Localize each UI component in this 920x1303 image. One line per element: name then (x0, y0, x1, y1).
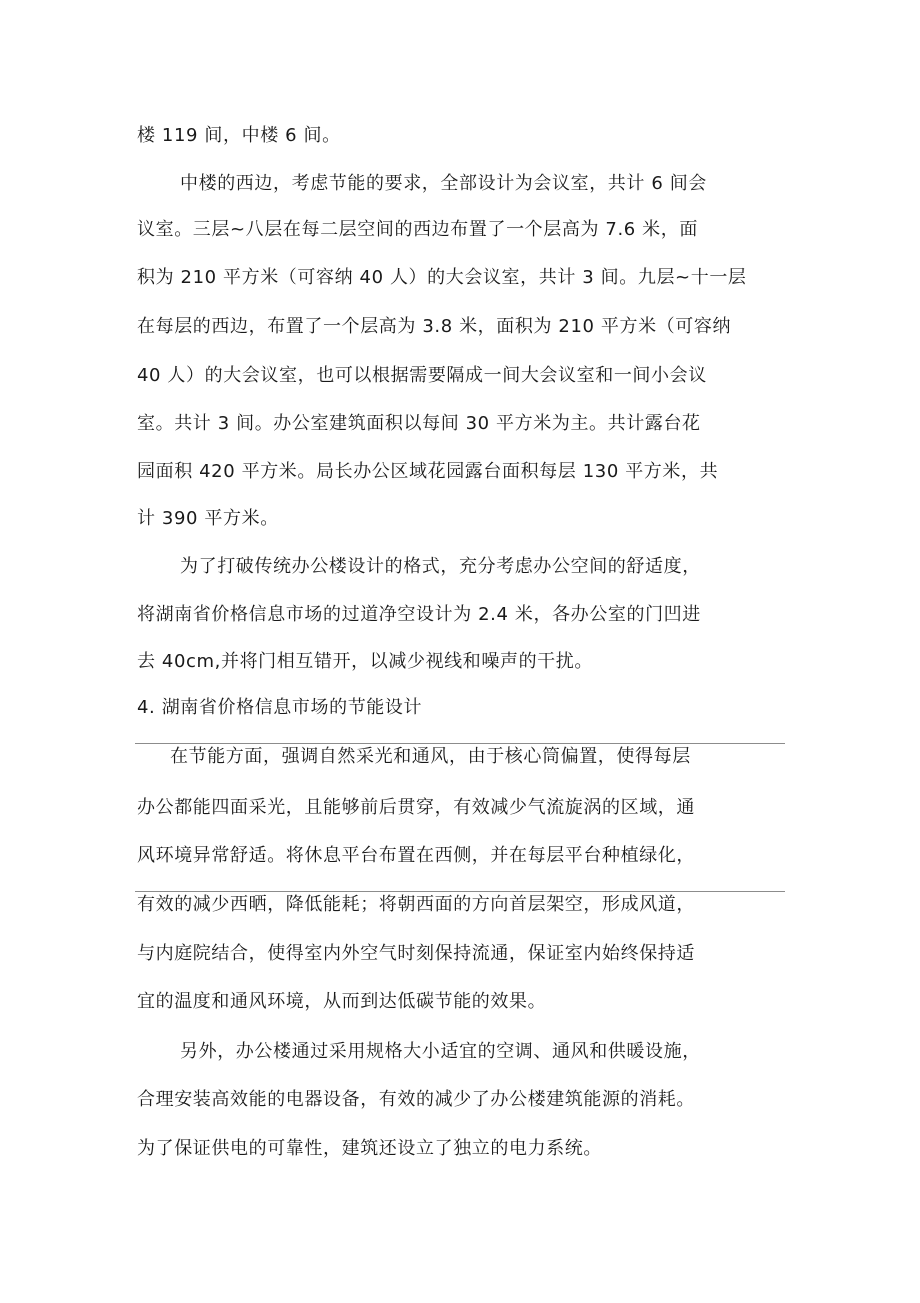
text-line-22: 为了保证供电的可靠性，建筑还设立了独立的电力系统。 (137, 1138, 602, 1159)
text-line-15: 办公都能四面采光，且能够前后贯穿，有效减少气流旋涡的区域，通 (137, 797, 695, 818)
text-line-16: 风环境异常舒适。将休息平台布置在西侧，并在每层平台种植绿化， (137, 845, 695, 866)
text-line-17: 有效的减少西晒，降低能耗；将朝西面的方向首层架空，形成风道， (137, 894, 695, 915)
text-line-9: 计 390 平方米。 (137, 508, 279, 529)
text-line-11: 将湖南省价格信息市场的过道净空设计为 2.4 米，各办公室的门凹进 (137, 604, 701, 625)
text-line-14: 在节能方面，强调自然采光和通风，由于核心筒偏置，使得每层 (170, 746, 691, 767)
text-line-21: 合理安装高效能的电器设备，有效的减少了办公楼建筑能源的消耗。 (137, 1089, 695, 1110)
horizontal-rule-1 (135, 743, 785, 744)
text-line-18: 与内庭院结合，使得室内外空气时刻保持流通，保证室内始终保持适 (137, 943, 695, 964)
text-line-5: 在每层的西边，布置了一个层高为 3.8 米，面积为 210 平方米（可容纳 (137, 316, 732, 337)
text-line-19: 宜的温度和通风环境，从而到达低碳节能的效果。 (137, 991, 547, 1012)
text-line-7: 室。共计 3 间。办公室建筑面积以每间 30 平方米为主。共计露台花 (137, 413, 701, 434)
text-line-2: 中楼的西边，考虑节能的要求，全部设计为会议室，共计 6 间会 (180, 173, 707, 194)
section-heading: 4. 湖南省价格信息市场的节能设计 (137, 697, 423, 718)
text-line-12: 去 40cm,并将门相互错开，以减少视线和噪声的干扰。 (137, 651, 593, 672)
horizontal-rule-2 (135, 891, 785, 892)
text-line-6: 40 人）的大会议室，也可以根据需要隔成一间大会议室和一间小会议 (137, 365, 707, 386)
text-line-4: 积为 210 平方米（可容纳 40 人）的大会议室，共计 3 间。九层~十一层 (137, 267, 747, 288)
text-line-10: 为了打破传统办公楼设计的格式，充分考虑办公空间的舒适度， (180, 556, 701, 577)
text-line-20: 另外，办公楼通过采用规格大小适宜的空调、通风和供暖设施， (180, 1041, 701, 1062)
text-line-3: 议室。三层~八层在每二层空间的西边布置了一个层高为 7.6 米，面 (137, 219, 698, 240)
text-line-1: 楼 119 间，中楼 6 间。 (137, 125, 341, 146)
text-line-8: 园面积 420 平方米。局长办公区域花园露台面积每层 130 平方米，共 (137, 461, 719, 482)
